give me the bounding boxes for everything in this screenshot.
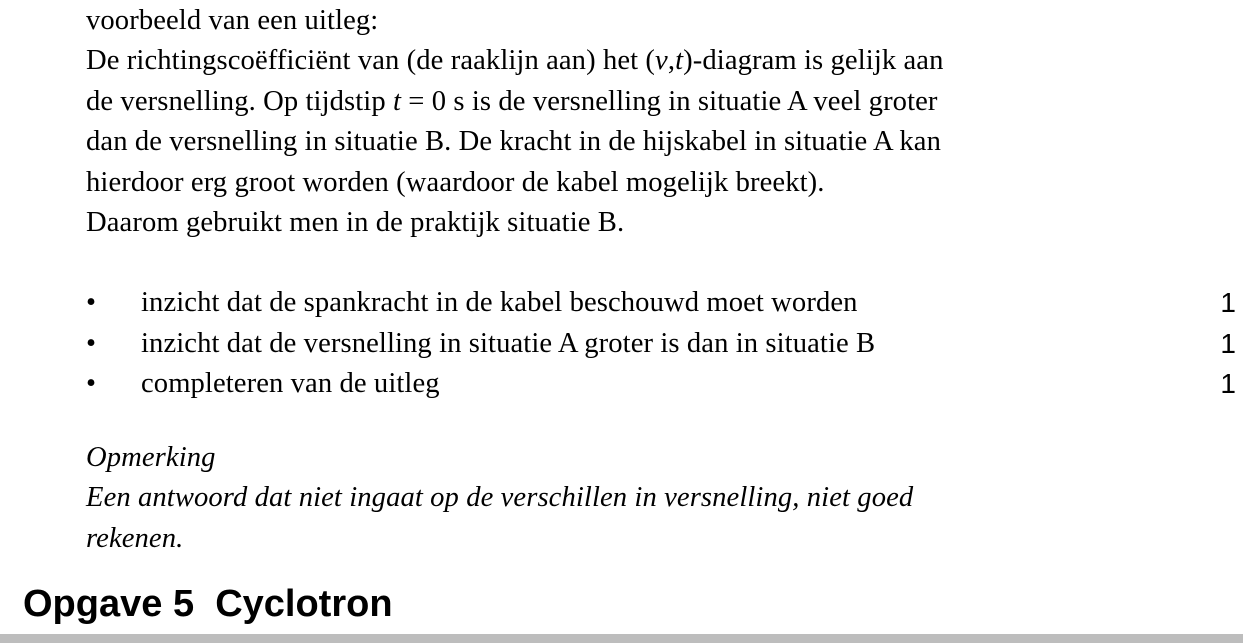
explanation-line-3: dan de versnelling in situatie B. De kracht in de hijskabel in situatie A kan [86, 126, 941, 158]
bullet-icon: • [86, 287, 97, 318]
bullet-icon: • [86, 327, 97, 359]
criterion-points: 1 [1220, 327, 1236, 359]
explanation-line-1 [86, 41, 1206, 81]
explanation-line-4: hierdoor erg groot worden (waardoor de kabel mogelijk breekt). [86, 166, 825, 198]
criterion-row [0, 324, 1243, 365]
section-heading: Opgave 5 Cyclotron [23, 583, 393, 625]
remark-line-1: Een antwoord dat niet ingaat op de verschillen in versnelling, niet goed [86, 482, 914, 514]
explanation-line-2-end: = 0 s is de versnelling in situatie A veel groter [401, 85, 938, 117]
criterion-row [0, 283, 1243, 324]
bottom-divider [0, 634, 1243, 643]
explanation-line-1-start: De richtingscoëfficiënt van (de raaklijn aan) het ( [86, 45, 656, 77]
explanation-line-2-start: de versnelling. Op tijdstip [86, 85, 393, 117]
criterion-points: 1 [1220, 368, 1236, 399]
remark-title: Opmerking [86, 442, 216, 473]
criterion-points: 1 [1220, 287, 1236, 318]
criterion-text: completeren van de uitleg [141, 368, 440, 399]
explanation-line-5: Daarom gebruikt men in de praktijk situatie B. [86, 207, 625, 239]
answer-explanation [86, 1, 1206, 243]
criterion-text: inzicht dat de versnelling in situatie A groter is dan in situatie B [141, 327, 876, 359]
variable-v: v [655, 45, 668, 77]
explanation-line-1-end: )-diagram is gelijk aan [683, 45, 944, 77]
bullet-icon: • [86, 368, 97, 399]
scoring-criteria-list [0, 283, 1243, 405]
variable-t: t [675, 45, 684, 77]
explanation-line-2 [86, 82, 1206, 122]
variable-t: t [392, 85, 402, 117]
intro-label: voorbeeld van een uitleg: [86, 5, 379, 36]
remark-block [86, 438, 1206, 559]
remark-line-2: rekenen. [86, 522, 184, 554]
criterion-text: inzicht dat de spankracht in de kabel beschouwd moet worden [141, 287, 858, 318]
comma: , [667, 45, 676, 77]
criterion-row [0, 364, 1243, 405]
